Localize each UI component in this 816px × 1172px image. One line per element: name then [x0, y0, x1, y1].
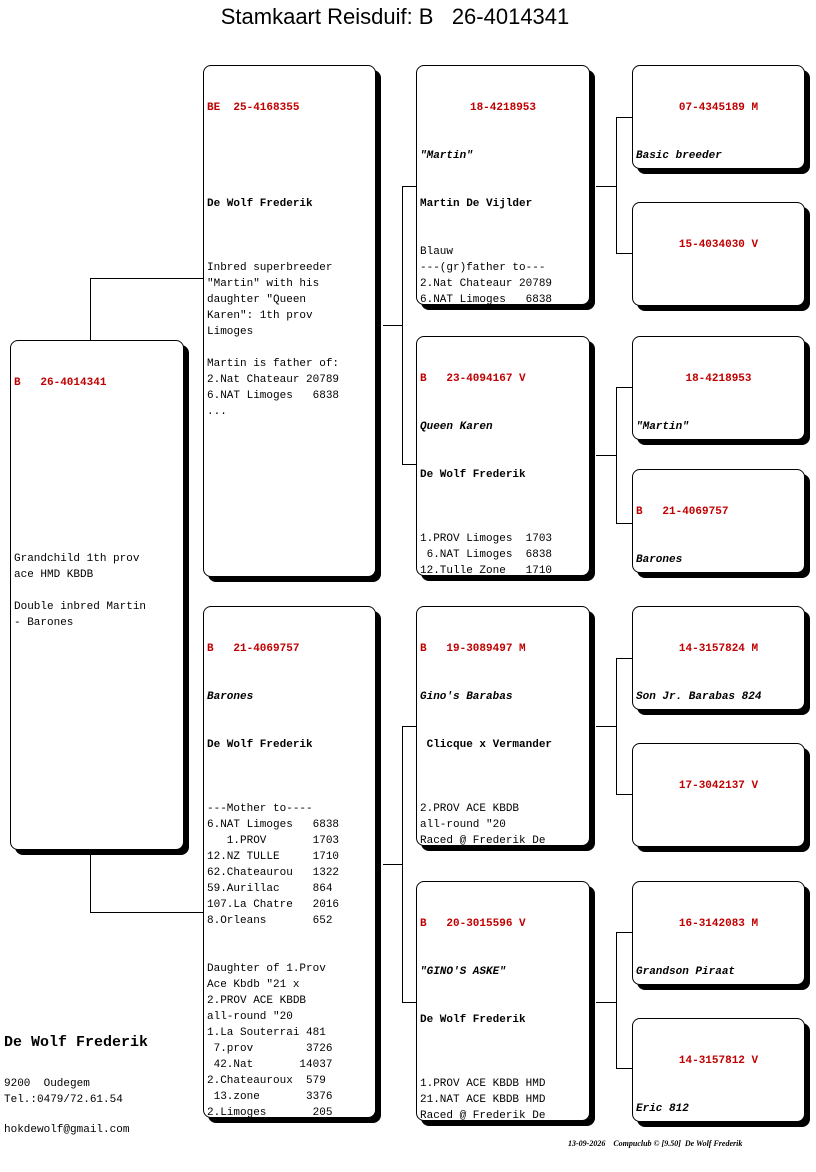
owner-email: hokdewolf@gmail.com — [4, 1124, 130, 1136]
connector-line — [402, 186, 417, 187]
mmm-name: Eric 812 — [636, 1103, 689, 1115]
connector-line — [616, 1068, 632, 1069]
mfm-name — [636, 826, 801, 842]
mother-mother-notes: 1.PROV ACE KBDB HMD 21.NAT ACE KBDB HMD Raced @ Frederik De — [420, 1078, 546, 1121]
father-mother-ring-number: B 23-4094167 V — [420, 373, 526, 385]
father-ring-number: BE 25-4168355 — [207, 102, 300, 114]
father-father-card — [416, 65, 590, 305]
mmm-card — [632, 1018, 805, 1122]
subject-card — [10, 340, 184, 850]
connector-line — [90, 850, 91, 912]
connector-line — [616, 932, 632, 933]
mother-mother-card — [416, 881, 590, 1121]
fmm-name: Barones — [636, 554, 683, 566]
mfm-ring-number: 17-3042137 V — [678, 780, 759, 792]
connector-line — [596, 186, 616, 187]
father-mother-breeder: De Wolf Frederik — [420, 469, 526, 481]
fmf-ring-number: 18-4218953 — [685, 373, 752, 385]
mother-father-ring-number: B 19-3089497 M — [420, 643, 526, 655]
mff-ring-number: 14-3157824 M — [678, 643, 759, 655]
mother-mother-ring-number: B 20-3015596 V — [420, 918, 526, 930]
connector-line — [402, 726, 403, 1002]
mother-father-breeder: Clicque x Vermander — [420, 739, 553, 751]
father-father-notes: Blauw ---(gr)father to--- 2.Nat Chateaur 20789 6.NAT Limoges 6838 — [420, 246, 553, 305]
mmf-ring-number: 16-3142083 M — [678, 918, 759, 930]
connector-line — [616, 117, 617, 253]
mff-name: Son Jr. Barabas 824 — [636, 691, 762, 703]
father-father-name: "Martin" — [420, 150, 473, 162]
owner-phone: Tel.:0479/72.61.54 — [4, 1094, 123, 1106]
connector-line — [616, 794, 632, 795]
ffm-name — [636, 285, 801, 301]
connector-line — [402, 464, 417, 465]
fmf-card — [632, 336, 805, 440]
connector-line — [90, 912, 204, 913]
subject-notes: Grandchild 1th prov ace HMD KBDB Double inbred Martin - Barones — [14, 553, 147, 629]
mother-breeder: De Wolf Frederik — [207, 739, 313, 751]
mother-card — [203, 606, 376, 1118]
subject-breeder — [14, 471, 180, 487]
father-notes: Inbred superbreeder "Martin" with his daughter "Queen Karen": 1th prov Limoges Martin is father of: 2.Nat Chateaur 20789 6.NAT Limoges 6838 ... — [207, 262, 340, 418]
mother-name: Barones — [207, 691, 254, 703]
father-card — [203, 65, 376, 577]
fff-name: Basic breeder — [636, 150, 722, 162]
connector-line — [616, 117, 632, 118]
ffm-card — [632, 202, 805, 306]
subject-ring-number: B 26-4014341 — [14, 377, 107, 389]
mmf-name: Grandson Piraat — [636, 966, 736, 978]
father-mother-notes: 1.PROV Limoges 1703 6.NAT Limoges 6838 12.Tulle Zone 1710 — [420, 533, 553, 576]
connector-line — [402, 1002, 417, 1003]
father-mother-name: Queen Karen — [420, 421, 493, 433]
mfm-card — [632, 743, 805, 847]
connector-line — [616, 658, 617, 794]
fmf-name: "Martin" — [636, 421, 689, 433]
mother-father-card — [416, 606, 590, 846]
owner-contact — [4, 1076, 123, 1108]
mmm-ring-number: 14-3157812 V — [678, 1055, 759, 1067]
father-mother-card — [416, 336, 590, 576]
father-name — [207, 148, 372, 164]
connector-line — [596, 455, 616, 456]
mother-ring-number: B 21-4069757 — [207, 643, 300, 655]
mother-mother-name: "GINO'S ASKE" — [420, 966, 506, 978]
connector-line — [383, 325, 402, 326]
connector-line — [616, 523, 632, 524]
ffm-ring-number: 15-4034030 V — [678, 239, 759, 251]
connector-line — [616, 253, 632, 254]
mother-notes: ---Mother to---- 6.NAT Limoges 6838 1.PROV 1703 12.NZ TULLE 1710 62.Chateaurou 1322 59.Aurillac 864 107.La Chatre 2016 8.Orleans 652 Daughter of 1.Prov Ace Kbdb "21 x 2.PROV ACE KBDB all-round "20 1.La Souterrai 481 7.prov 3726 42.Nat 14037 2.Chateauroux 579 13.zone 3376 2.Limoges 205 — [207, 803, 340, 1118]
connector-line — [616, 932, 617, 1068]
fmm-card — [632, 469, 805, 573]
connector-line — [616, 387, 632, 388]
connector-line — [402, 726, 417, 727]
mother-father-notes: 2.PROV ACE KBDB all-round "20 Raced @ Frederik De — [420, 803, 546, 846]
connector-line — [90, 278, 91, 340]
page-title: Stamkaart Reisduif: B 26-4014341 — [220, 4, 570, 29]
connector-line — [596, 726, 616, 727]
fff-card — [632, 65, 805, 169]
connector-line — [383, 864, 402, 865]
connector-line — [402, 186, 403, 464]
mmf-card — [632, 881, 805, 985]
connector-line — [616, 658, 632, 659]
father-breeder: De Wolf Frederik — [207, 198, 313, 210]
footer-credit: 13-09-2026 Compuclub © [9.50] De Wolf Frederik — [568, 1139, 743, 1148]
mother-mother-breeder: De Wolf Frederik — [420, 1014, 526, 1026]
owner-name: De Wolf Frederik — [4, 1034, 149, 1051]
fff-ring-number: 07-4345189 M — [678, 102, 759, 114]
father-father-breeder: Martin De Vijlder — [420, 198, 533, 210]
subject-name — [14, 423, 180, 439]
connector-line — [90, 278, 204, 279]
mother-father-name: Gino's Barabas — [420, 691, 513, 703]
fmm-ring-number: B 21-4069757 — [636, 506, 729, 518]
mff-card — [632, 606, 805, 710]
father-father-ring-number: 18-4218953 — [469, 102, 536, 114]
connector-line — [596, 1002, 616, 1003]
owner-address: 9200 Oudegem — [4, 1078, 90, 1090]
connector-line — [616, 387, 617, 523]
